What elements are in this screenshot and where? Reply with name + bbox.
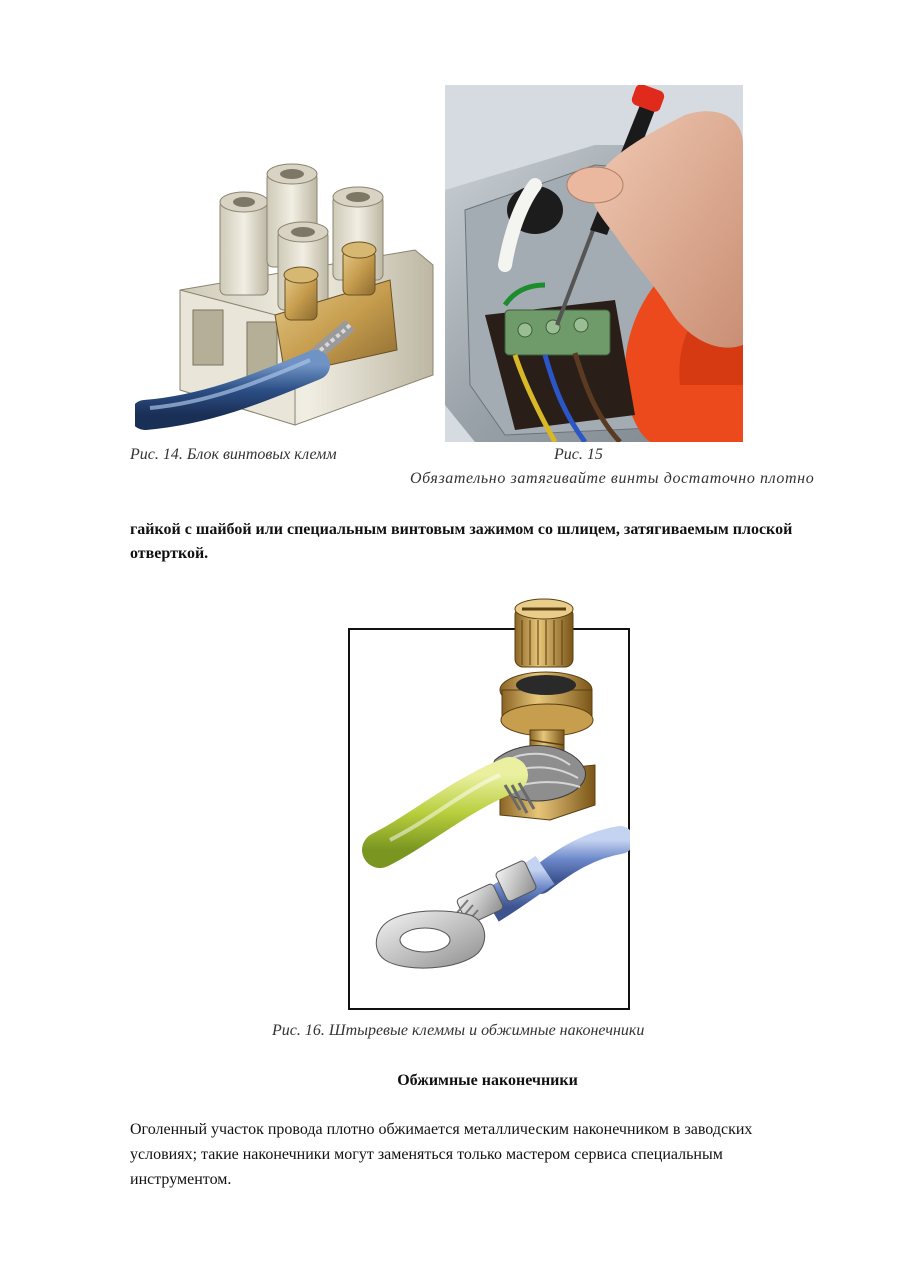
hand-screwdriver-photo bbox=[445, 85, 743, 442]
figure-15-caption-label bbox=[554, 446, 603, 464]
terminal-block-illustration bbox=[135, 160, 440, 440]
figure-14-caption-text: Блок винтовых клемм bbox=[186, 446, 337, 463]
paragraph-top bbox=[130, 518, 845, 566]
pin-terminals-crimp-lugs-illustration bbox=[350, 595, 630, 1008]
paragraph-bottom-text: Оголенный участок провода плотно обжимается металлическим наконечником в заводских условиях; такие наконечники могут заменяться только мастером сервиса специальным инструментом. bbox=[130, 1121, 753, 1188]
section-heading-text: Обжимные наконечники bbox=[397, 1072, 578, 1089]
figure-16-caption-text: Штыревые клеммы и обжимные наконечники bbox=[328, 1022, 645, 1039]
figure-14-caption bbox=[130, 446, 337, 464]
section-heading bbox=[130, 1072, 845, 1090]
figure-14-caption-label: Рис. 14. bbox=[130, 446, 183, 463]
figure-16-illustration bbox=[350, 595, 630, 1008]
figure-15-caption-text bbox=[410, 470, 814, 488]
figure-15-text: Обязательно затягивайте винты достаточно плотно bbox=[410, 470, 815, 487]
paragraph-top-text: гайкой с шайбой или специальным винтовым зажимом со шлицем, затягиваемым плоской отверткой. bbox=[130, 521, 793, 562]
paragraph-bottom bbox=[130, 1117, 780, 1192]
figure-14-terminal-block bbox=[135, 160, 440, 440]
figure-15-label: Рис. 15 bbox=[554, 446, 603, 463]
figure-15-photo bbox=[445, 85, 743, 442]
figure-16-caption bbox=[272, 1022, 644, 1040]
figure-16-caption-label: Рис. 16. bbox=[272, 1022, 325, 1039]
